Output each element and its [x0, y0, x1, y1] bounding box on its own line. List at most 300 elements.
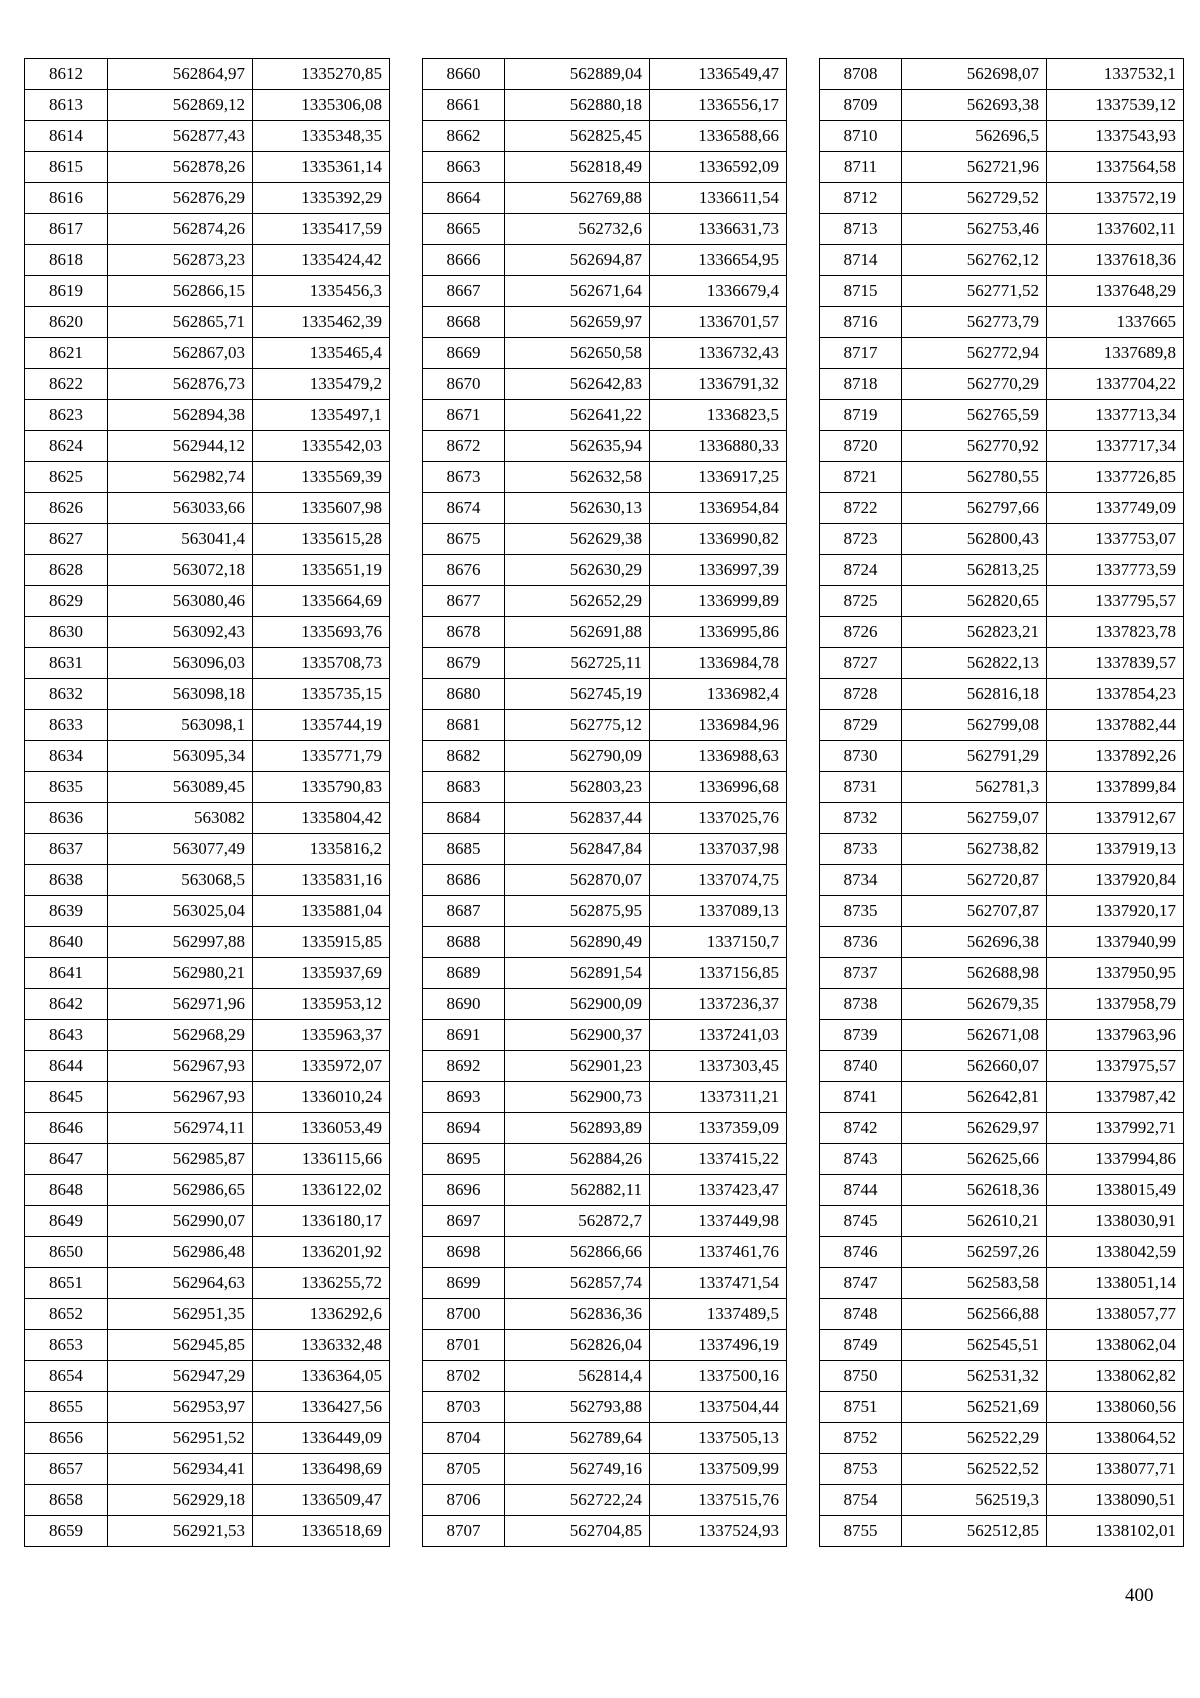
y-coordinate-cell: 1338077,71 — [1047, 1454, 1184, 1485]
y-coordinate-cell: 1336518,69 — [253, 1516, 390, 1547]
point-number-cell: 8635 — [25, 772, 108, 803]
point-number-cell: 8713 — [820, 214, 902, 245]
y-coordinate-cell: 1335881,04 — [253, 896, 390, 927]
x-coordinate-cell: 562951,35 — [108, 1299, 253, 1330]
y-coordinate-cell: 1336984,96 — [650, 710, 787, 741]
x-coordinate-cell: 562732,6 — [505, 214, 650, 245]
y-coordinate-cell: 1337496,19 — [650, 1330, 787, 1361]
x-coordinate-cell: 562864,97 — [108, 59, 253, 90]
y-coordinate-cell: 1336997,39 — [650, 555, 787, 586]
table-row — [25, 183, 390, 214]
x-coordinate-cell: 562781,3 — [902, 772, 1047, 803]
x-coordinate-cell: 562789,64 — [505, 1423, 650, 1454]
y-coordinate-cell: 1338015,49 — [1047, 1175, 1184, 1206]
point-number-cell: 8683 — [423, 772, 505, 803]
point-number-cell: 8753 — [820, 1454, 902, 1485]
point-number-cell: 8721 — [820, 462, 902, 493]
x-coordinate-cell: 562803,23 — [505, 772, 650, 803]
y-coordinate-cell: 1336449,09 — [253, 1423, 390, 1454]
point-number-cell: 8649 — [25, 1206, 108, 1237]
y-coordinate-cell: 1337150,7 — [650, 927, 787, 958]
y-coordinate-cell: 1337795,57 — [1047, 586, 1184, 617]
table-row — [423, 772, 787, 803]
table-row — [820, 710, 1184, 741]
y-coordinate-cell: 1337618,36 — [1047, 245, 1184, 276]
x-coordinate-cell: 562964,63 — [108, 1268, 253, 1299]
table-row — [423, 927, 787, 958]
y-coordinate-cell: 1337854,23 — [1047, 679, 1184, 710]
table-row — [423, 152, 787, 183]
point-number-cell: 8693 — [423, 1082, 505, 1113]
table-row — [423, 400, 787, 431]
x-coordinate-cell: 562531,32 — [902, 1361, 1047, 1392]
table-row — [820, 927, 1184, 958]
point-number-cell: 8666 — [423, 245, 505, 276]
y-coordinate-cell: 1335569,39 — [253, 462, 390, 493]
table-row — [25, 865, 390, 896]
point-number-cell: 8704 — [423, 1423, 505, 1454]
x-coordinate-cell: 562704,85 — [505, 1516, 650, 1547]
x-coordinate-cell: 562522,52 — [902, 1454, 1047, 1485]
point-number-cell: 8659 — [25, 1516, 108, 1547]
point-number-cell: 8612 — [25, 59, 108, 90]
y-coordinate-cell: 1335735,15 — [253, 679, 390, 710]
point-number-cell: 8737 — [820, 958, 902, 989]
x-coordinate-cell: 562865,71 — [108, 307, 253, 338]
table-row — [820, 245, 1184, 276]
y-coordinate-cell: 1337471,54 — [650, 1268, 787, 1299]
x-coordinate-cell: 562749,16 — [505, 1454, 650, 1485]
table-row — [25, 493, 390, 524]
point-number-cell: 8627 — [25, 524, 108, 555]
table-row — [820, 989, 1184, 1020]
point-number-cell: 8739 — [820, 1020, 902, 1051]
table-row — [423, 896, 787, 927]
point-number-cell: 8652 — [25, 1299, 108, 1330]
point-number-cell: 8620 — [25, 307, 108, 338]
table-row — [25, 214, 390, 245]
y-coordinate-cell: 1335392,29 — [253, 183, 390, 214]
table-row — [423, 1361, 787, 1392]
x-coordinate-cell: 562857,74 — [505, 1268, 650, 1299]
y-coordinate-cell: 1337303,45 — [650, 1051, 787, 1082]
x-coordinate-cell: 562866,15 — [108, 276, 253, 307]
y-coordinate-cell: 1335270,85 — [253, 59, 390, 90]
point-number-cell: 8733 — [820, 834, 902, 865]
point-number-cell: 8670 — [423, 369, 505, 400]
table-row — [820, 1175, 1184, 1206]
point-number-cell: 8709 — [820, 90, 902, 121]
table-row — [423, 90, 787, 121]
point-number-cell: 8752 — [820, 1423, 902, 1454]
x-coordinate-cell: 562660,07 — [902, 1051, 1047, 1082]
table-row — [820, 338, 1184, 369]
x-coordinate-cell: 562953,97 — [108, 1392, 253, 1423]
table-row — [423, 1268, 787, 1299]
x-coordinate-cell: 562878,26 — [108, 152, 253, 183]
table-row — [820, 493, 1184, 524]
x-coordinate-cell: 562884,26 — [505, 1144, 650, 1175]
point-number-cell: 8702 — [423, 1361, 505, 1392]
y-coordinate-cell: 1337500,16 — [650, 1361, 787, 1392]
point-number-cell: 8718 — [820, 369, 902, 400]
x-coordinate-cell: 562641,22 — [505, 400, 650, 431]
point-number-cell: 8708 — [820, 59, 902, 90]
table-row — [423, 834, 787, 865]
y-coordinate-cell: 1337823,78 — [1047, 617, 1184, 648]
table-row — [25, 431, 390, 462]
x-coordinate-cell: 562822,13 — [902, 648, 1047, 679]
table-row — [25, 1082, 390, 1113]
x-coordinate-cell: 562629,97 — [902, 1113, 1047, 1144]
point-number-cell: 8723 — [820, 524, 902, 555]
x-coordinate-cell: 562696,38 — [902, 927, 1047, 958]
y-coordinate-cell: 1337713,34 — [1047, 400, 1184, 431]
y-coordinate-cell: 1336791,32 — [650, 369, 787, 400]
x-coordinate-cell: 562967,93 — [108, 1082, 253, 1113]
table-row — [423, 183, 787, 214]
table-row — [25, 648, 390, 679]
point-number-cell: 8750 — [820, 1361, 902, 1392]
table-row — [423, 431, 787, 462]
x-coordinate-cell: 562986,65 — [108, 1175, 253, 1206]
x-coordinate-cell: 562770,92 — [902, 431, 1047, 462]
x-coordinate-cell: 562694,87 — [505, 245, 650, 276]
point-number-cell: 8698 — [423, 1237, 505, 1268]
y-coordinate-cell: 1335465,4 — [253, 338, 390, 369]
y-coordinate-cell: 1336292,6 — [253, 1299, 390, 1330]
table-row — [25, 152, 390, 183]
y-coordinate-cell: 1337564,58 — [1047, 152, 1184, 183]
table-row — [423, 617, 787, 648]
point-number-cell: 8714 — [820, 245, 902, 276]
point-number-cell: 8613 — [25, 90, 108, 121]
point-number-cell: 8682 — [423, 741, 505, 772]
point-number-cell: 8657 — [25, 1454, 108, 1485]
y-coordinate-cell: 1336588,66 — [650, 121, 787, 152]
y-coordinate-cell: 1337839,57 — [1047, 648, 1184, 679]
y-coordinate-cell: 1336701,57 — [650, 307, 787, 338]
table-row — [423, 1423, 787, 1454]
y-coordinate-cell: 1337963,96 — [1047, 1020, 1184, 1051]
table-row — [423, 462, 787, 493]
point-number-cell: 8658 — [25, 1485, 108, 1516]
y-coordinate-cell: 1336427,56 — [253, 1392, 390, 1423]
y-coordinate-cell: 1337665 — [1047, 307, 1184, 338]
point-number-cell: 8746 — [820, 1237, 902, 1268]
table-row — [423, 524, 787, 555]
x-coordinate-cell: 562870,07 — [505, 865, 650, 896]
y-coordinate-cell: 1337524,93 — [650, 1516, 787, 1547]
table-row — [25, 524, 390, 555]
y-coordinate-cell: 1335790,83 — [253, 772, 390, 803]
x-coordinate-cell: 562698,07 — [902, 59, 1047, 90]
table-row — [820, 1392, 1184, 1423]
table-row — [820, 1206, 1184, 1237]
table-row — [423, 1454, 787, 1485]
point-number-cell: 8673 — [423, 462, 505, 493]
point-number-cell: 8692 — [423, 1051, 505, 1082]
y-coordinate-cell: 1336122,02 — [253, 1175, 390, 1206]
x-coordinate-cell: 562986,48 — [108, 1237, 253, 1268]
point-number-cell: 8622 — [25, 369, 108, 400]
coordinate-table-1 — [24, 58, 390, 1547]
y-coordinate-cell: 1336982,4 — [650, 679, 787, 710]
point-number-cell: 8653 — [25, 1330, 108, 1361]
point-number-cell: 8636 — [25, 803, 108, 834]
x-coordinate-cell: 562875,95 — [505, 896, 650, 927]
point-number-cell: 8749 — [820, 1330, 902, 1361]
point-number-cell: 8662 — [423, 121, 505, 152]
point-number-cell: 8700 — [423, 1299, 505, 1330]
point-number-cell: 8727 — [820, 648, 902, 679]
x-coordinate-cell: 562876,29 — [108, 183, 253, 214]
y-coordinate-cell: 1335664,69 — [253, 586, 390, 617]
table-row — [820, 431, 1184, 462]
x-coordinate-cell: 562873,23 — [108, 245, 253, 276]
x-coordinate-cell: 563092,43 — [108, 617, 253, 648]
y-coordinate-cell: 1337489,5 — [650, 1299, 787, 1330]
x-coordinate-cell: 562799,08 — [902, 710, 1047, 741]
x-coordinate-cell: 562867,03 — [108, 338, 253, 369]
point-number-cell: 8645 — [25, 1082, 108, 1113]
x-coordinate-cell: 562872,7 — [505, 1206, 650, 1237]
y-coordinate-cell: 1335497,1 — [253, 400, 390, 431]
table-row — [820, 121, 1184, 152]
x-coordinate-cell: 562745,19 — [505, 679, 650, 710]
y-coordinate-cell: 1338042,59 — [1047, 1237, 1184, 1268]
y-coordinate-cell: 1337749,09 — [1047, 493, 1184, 524]
y-coordinate-cell: 1338102,01 — [1047, 1516, 1184, 1547]
table-row — [25, 1454, 390, 1485]
point-number-cell: 8655 — [25, 1392, 108, 1423]
y-coordinate-cell: 1337359,09 — [650, 1113, 787, 1144]
x-coordinate-cell: 563095,34 — [108, 741, 253, 772]
table-row — [423, 989, 787, 1020]
x-coordinate-cell: 562762,12 — [902, 245, 1047, 276]
point-number-cell: 8678 — [423, 617, 505, 648]
y-coordinate-cell: 1335708,73 — [253, 648, 390, 679]
y-coordinate-cell: 1336631,73 — [650, 214, 787, 245]
y-coordinate-cell: 1337156,85 — [650, 958, 787, 989]
y-coordinate-cell: 1336823,5 — [650, 400, 787, 431]
point-number-cell: 8626 — [25, 493, 108, 524]
table-row — [25, 1485, 390, 1516]
x-coordinate-cell: 562793,88 — [505, 1392, 650, 1423]
point-number-cell: 8710 — [820, 121, 902, 152]
x-coordinate-cell: 562823,21 — [902, 617, 1047, 648]
y-coordinate-cell: 1336995,86 — [650, 617, 787, 648]
point-number-cell: 8738 — [820, 989, 902, 1020]
table-row — [25, 1051, 390, 1082]
table-row — [25, 741, 390, 772]
point-number-cell: 8706 — [423, 1485, 505, 1516]
y-coordinate-cell: 1337311,21 — [650, 1082, 787, 1113]
table-row — [25, 617, 390, 648]
y-coordinate-cell: 1335607,98 — [253, 493, 390, 524]
y-coordinate-cell: 1337602,11 — [1047, 214, 1184, 245]
x-coordinate-cell: 563068,5 — [108, 865, 253, 896]
point-number-cell: 8725 — [820, 586, 902, 617]
table-row — [25, 1175, 390, 1206]
point-number-cell: 8707 — [423, 1516, 505, 1547]
x-coordinate-cell: 562696,5 — [902, 121, 1047, 152]
y-coordinate-cell: 1335771,79 — [253, 741, 390, 772]
point-number-cell: 8684 — [423, 803, 505, 834]
table-row — [423, 338, 787, 369]
y-coordinate-cell: 1335804,42 — [253, 803, 390, 834]
x-coordinate-cell: 562947,29 — [108, 1361, 253, 1392]
y-coordinate-cell: 1338090,51 — [1047, 1485, 1184, 1516]
point-number-cell: 8638 — [25, 865, 108, 896]
y-coordinate-cell: 1335615,28 — [253, 524, 390, 555]
y-coordinate-cell: 1337773,59 — [1047, 555, 1184, 586]
table-row — [25, 710, 390, 741]
table-row — [820, 1454, 1184, 1485]
table-row — [423, 741, 787, 772]
point-number-cell: 8660 — [423, 59, 505, 90]
table-row — [25, 245, 390, 276]
x-coordinate-cell: 562985,87 — [108, 1144, 253, 1175]
point-number-cell: 8630 — [25, 617, 108, 648]
x-coordinate-cell: 562818,49 — [505, 152, 650, 183]
y-coordinate-cell: 1336364,05 — [253, 1361, 390, 1392]
point-number-cell: 8736 — [820, 927, 902, 958]
table-row — [25, 307, 390, 338]
table-row — [423, 1020, 787, 1051]
table-row — [423, 214, 787, 245]
y-coordinate-cell: 1337449,98 — [650, 1206, 787, 1237]
table-row — [820, 462, 1184, 493]
table-row — [423, 958, 787, 989]
table-row — [423, 245, 787, 276]
x-coordinate-cell: 562721,96 — [902, 152, 1047, 183]
x-coordinate-cell: 562797,66 — [902, 493, 1047, 524]
y-coordinate-cell: 1337037,98 — [650, 834, 787, 865]
point-number-cell: 8642 — [25, 989, 108, 1020]
y-coordinate-cell: 1337515,76 — [650, 1485, 787, 1516]
x-coordinate-cell: 562951,52 — [108, 1423, 253, 1454]
table-row — [820, 834, 1184, 865]
y-coordinate-cell: 1335831,16 — [253, 865, 390, 896]
point-number-cell: 8667 — [423, 276, 505, 307]
table-row — [423, 679, 787, 710]
point-number-cell: 8661 — [423, 90, 505, 121]
point-number-cell: 8663 — [423, 152, 505, 183]
point-number-cell: 8734 — [820, 865, 902, 896]
x-coordinate-cell: 562971,96 — [108, 989, 253, 1020]
y-coordinate-cell: 1336611,54 — [650, 183, 787, 214]
table-row — [820, 183, 1184, 214]
table-row — [820, 1268, 1184, 1299]
table-row — [820, 276, 1184, 307]
table-row — [820, 214, 1184, 245]
x-coordinate-cell: 562693,38 — [902, 90, 1047, 121]
point-number-cell: 8741 — [820, 1082, 902, 1113]
point-number-cell: 8694 — [423, 1113, 505, 1144]
y-coordinate-cell: 1338062,82 — [1047, 1361, 1184, 1392]
point-number-cell: 8615 — [25, 152, 108, 183]
x-coordinate-cell: 562625,66 — [902, 1144, 1047, 1175]
point-number-cell: 8703 — [423, 1392, 505, 1423]
x-coordinate-cell: 562753,46 — [902, 214, 1047, 245]
x-coordinate-cell: 562775,12 — [505, 710, 650, 741]
x-coordinate-cell: 562597,26 — [902, 1237, 1047, 1268]
x-coordinate-cell: 562790,09 — [505, 741, 650, 772]
y-coordinate-cell: 1336880,33 — [650, 431, 787, 462]
x-coordinate-cell: 562880,18 — [505, 90, 650, 121]
point-number-cell: 8686 — [423, 865, 505, 896]
table-row — [423, 1144, 787, 1175]
x-coordinate-cell: 562945,85 — [108, 1330, 253, 1361]
x-coordinate-cell: 562765,59 — [902, 400, 1047, 431]
y-coordinate-cell: 1337089,13 — [650, 896, 787, 927]
table-row — [820, 772, 1184, 803]
table-row — [423, 1051, 787, 1082]
point-number-cell: 8629 — [25, 586, 108, 617]
y-coordinate-cell: 1337532,1 — [1047, 59, 1184, 90]
table-row — [25, 927, 390, 958]
x-coordinate-cell: 563082 — [108, 803, 253, 834]
y-coordinate-cell: 1336255,72 — [253, 1268, 390, 1299]
point-number-cell: 8639 — [25, 896, 108, 927]
x-coordinate-cell: 562707,87 — [902, 896, 1047, 927]
x-coordinate-cell: 562773,79 — [902, 307, 1047, 338]
x-coordinate-cell: 562635,94 — [505, 431, 650, 462]
point-number-cell: 8742 — [820, 1113, 902, 1144]
x-coordinate-cell: 562882,11 — [505, 1175, 650, 1206]
x-coordinate-cell: 562545,51 — [902, 1330, 1047, 1361]
y-coordinate-cell: 1337025,76 — [650, 803, 787, 834]
y-coordinate-cell: 1336010,24 — [253, 1082, 390, 1113]
y-coordinate-cell: 1336115,66 — [253, 1144, 390, 1175]
table-row — [820, 1082, 1184, 1113]
table-row — [25, 679, 390, 710]
table-row — [423, 59, 787, 90]
x-coordinate-cell: 562825,45 — [505, 121, 650, 152]
page-number: 400 — [1125, 1585, 1154, 1606]
table-row — [25, 1206, 390, 1237]
y-coordinate-cell: 1337415,22 — [650, 1144, 787, 1175]
x-coordinate-cell: 562800,43 — [902, 524, 1047, 555]
x-coordinate-cell: 563077,49 — [108, 834, 253, 865]
point-number-cell: 8680 — [423, 679, 505, 710]
y-coordinate-cell: 1335456,3 — [253, 276, 390, 307]
table-row — [423, 121, 787, 152]
x-coordinate-cell: 562729,52 — [902, 183, 1047, 214]
point-number-cell: 8637 — [25, 834, 108, 865]
table-row — [820, 1361, 1184, 1392]
x-coordinate-cell: 562630,29 — [505, 555, 650, 586]
table-row — [423, 710, 787, 741]
table-row — [423, 1206, 787, 1237]
x-coordinate-cell: 562652,29 — [505, 586, 650, 617]
table-row — [25, 989, 390, 1020]
x-coordinate-cell: 562725,11 — [505, 648, 650, 679]
x-coordinate-cell: 562769,88 — [505, 183, 650, 214]
x-coordinate-cell: 563072,18 — [108, 555, 253, 586]
point-number-cell: 8674 — [423, 493, 505, 524]
point-number-cell: 8688 — [423, 927, 505, 958]
point-number-cell: 8625 — [25, 462, 108, 493]
table-row — [25, 1268, 390, 1299]
y-coordinate-cell: 1335348,35 — [253, 121, 390, 152]
y-coordinate-cell: 1335306,08 — [253, 90, 390, 121]
point-number-cell: 8711 — [820, 152, 902, 183]
point-number-cell: 8701 — [423, 1330, 505, 1361]
table-row — [820, 586, 1184, 617]
table-row — [423, 1082, 787, 1113]
